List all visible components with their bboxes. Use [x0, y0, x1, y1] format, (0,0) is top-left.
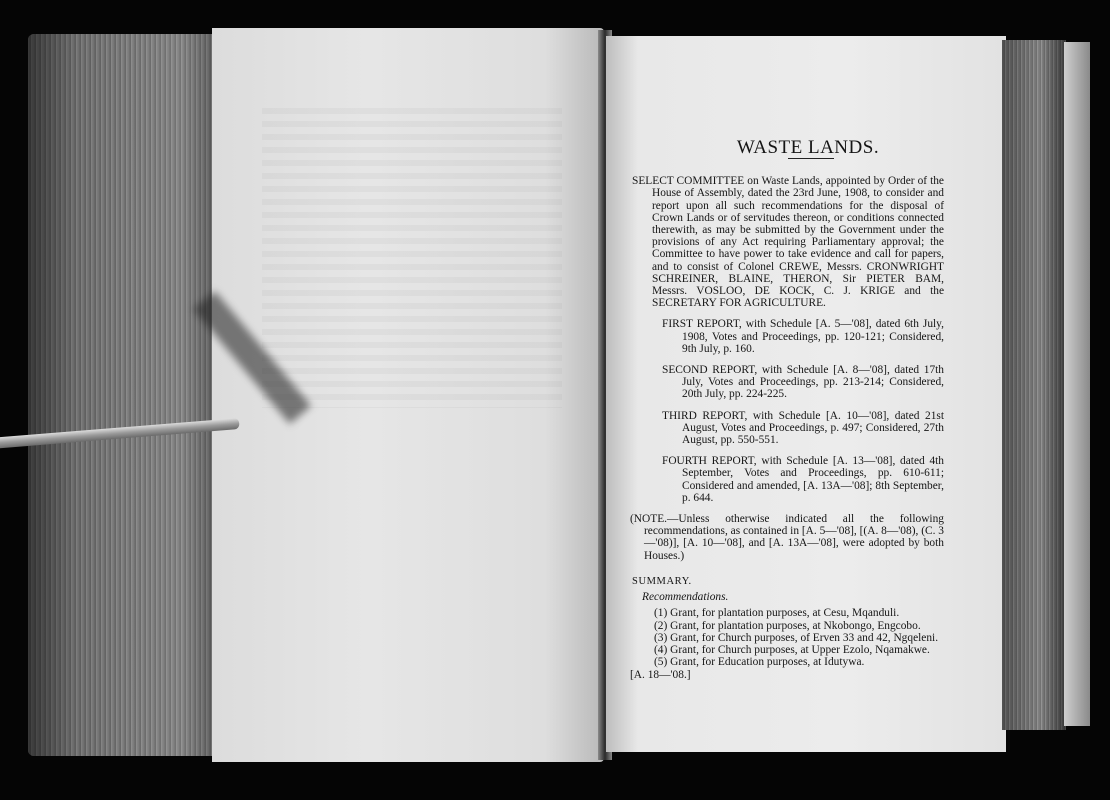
recommendation-item: (3) Grant, for Church purposes, of Erven 33 and 42, Ngqeleni. — [654, 631, 939, 644]
left-page-show-through — [262, 108, 562, 408]
summary-heading: SUMMARY. — [632, 575, 692, 587]
recommendation-item: (4) Grant, for Church purposes, at Upper Ezolo, Nqamakwe. — [654, 643, 930, 656]
book-back-cover — [1064, 42, 1090, 726]
recommendation-item: (2) Grant, for plantation purposes, at Nkobongo, Engcobo. — [654, 619, 921, 632]
left-edge-shadow — [28, 34, 220, 756]
committee-intro: SELECT COMMITTEE on Waste Lands, appointed by Order of the House of Assembly, dated the 23rd June, 1908, to consider and report upon all such recommendations for the disposal of Crown Lands or of servitudes thereon, or conditions connected therewith, as may be submitted by the Government under the provisions of any Act requiring Parliamentary approval; the Committee to have power to take evidence and call for papers, and to consist of Colonel CREWE, Messrs. CRONWRIGHT SCHREINER, BLAINE, THERON, Sir PIETER BAM, Messrs. VOSLOO, DE KOCK, C. J. KRIGE and the SECRETARY FOR AGRICULTURE. — [632, 175, 944, 310]
paper-reference: [A. 18—'08.] — [630, 669, 691, 682]
right-edge-shadow — [1002, 40, 1066, 730]
report-first: FIRST REPORT, with Schedule [A. 5—'08], dated 6th July, 1908, Votes and Proceedings, pp. 120-121; Considered, 9th July, p. 160. — [662, 318, 944, 355]
page-title: WASTE LANDS. — [736, 137, 880, 158]
recommendation-item: (1) Grant, for plantation purposes, at Cesu, Mqanduli. — [654, 607, 900, 620]
report-fourth: FOURTH REPORT, with Schedule [A. 13—'08], dated 4th September, Votes and Proceedings, pp. 610-611; Considered and amended, [A. 13A—'08]; 8th September, p. 644. — [662, 455, 944, 504]
title-rule — [788, 158, 834, 159]
recommendation-item: (5) Grant, for Education purposes, at Idutywa. — [654, 656, 865, 669]
note-paragraph: (NOTE.—Unless otherwise indicated all the following recommendations, as contained in [A. 5—'08], [(A. 8—'08), (C. 3—'08)], [A. 10—'08], and [A. 13A—'08], were adopted by both Houses.) — [630, 513, 944, 562]
recommendations-heading: Recommendations. — [642, 591, 729, 604]
report-third: THIRD REPORT, with Schedule [A. 10—'08], dated 21st August, Votes and Proceedings, p. 497; Considered, 27th August, pp. 550-551. — [662, 409, 944, 447]
report-second: SECOND REPORT, with Schedule [A. 8—'08], dated 17th July, Votes and Proceedings, pp. 213-214; Considered, 20th July, pp. 224-225. — [662, 364, 944, 401]
page-text — [630, 137, 944, 682]
